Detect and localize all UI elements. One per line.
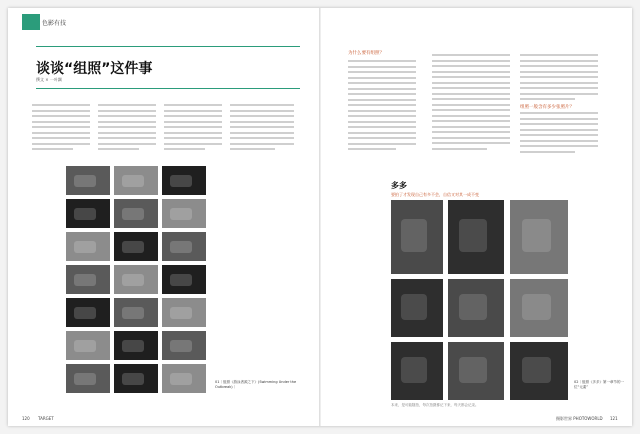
grid-photo [162,331,206,360]
magazine-spread [8,8,632,426]
series-photo [510,279,568,337]
grid-photo [66,166,110,195]
right-body-column-1 [348,60,416,154]
grid-photo [114,166,158,195]
series-photo [510,200,568,274]
grid-photo [114,331,158,360]
grid-photo [114,265,158,294]
grid-photo [162,298,206,327]
page-number-right: 121 [610,416,618,421]
series-photo [448,342,504,400]
series-photo [391,200,443,274]
title-top-rule [36,46,300,47]
series-photo [391,279,443,337]
footer-mark-right: 摄影世界 PHOTOWORLD [556,416,603,421]
series-photo [448,200,504,274]
grid-photo [66,199,110,228]
grid-photo [66,331,110,360]
grid-photo [114,298,158,327]
gutter [319,8,321,426]
right-body-column-2 [432,54,510,153]
grid-photo [66,265,110,294]
title-bottom-rule [36,88,300,89]
section-label: 色影有技 [42,20,67,27]
grid-photo [114,199,158,228]
byline: 撰文 × 一叶飘 [36,77,62,82]
photo-caption-01: 01｜组照《游泳者源之下》(Swimming Under the Outbreak)｜ [215,380,297,389]
series-photo [391,342,443,400]
grid-photo [66,364,110,393]
grid-photo [162,265,206,294]
grid-photo [162,199,206,228]
subheading-why-series: 为什么要有组照？ [348,51,384,56]
right-body-column-3b [520,112,598,156]
article-title: 谈谈“组照”这件事 [36,61,153,77]
series-caption: 本来，是可能随拍，每次拍摄都记下来，每天都会记录。 [391,403,479,407]
footer-mark-left: TARGET [38,416,54,421]
grid-photo [162,232,206,261]
subheading-how-many: 组照一般含有多少张照片？ [520,105,574,110]
body-column-2 [98,104,156,154]
grid-photo [66,232,110,261]
series-photo [510,342,568,400]
grid-photo [114,232,158,261]
series-title: 多多 [391,181,407,190]
grid-photo [162,166,206,195]
body-column-1 [32,104,90,154]
right-body-column-3 [520,54,598,104]
series-subtitle: 要拍了才发现自己有多不会，自信又对其一成不变 [391,192,479,197]
grid-photo [162,364,206,393]
body-column-3 [164,104,222,154]
photo-caption-02: 02｜组照《多多》第一章节的一位“元素” [574,380,624,389]
grid-photo [114,364,158,393]
body-column-4 [230,104,294,154]
grid-photo [66,298,110,327]
section-tag [22,14,40,30]
page-number-left: 120 [22,416,30,421]
series-photo [448,279,504,337]
